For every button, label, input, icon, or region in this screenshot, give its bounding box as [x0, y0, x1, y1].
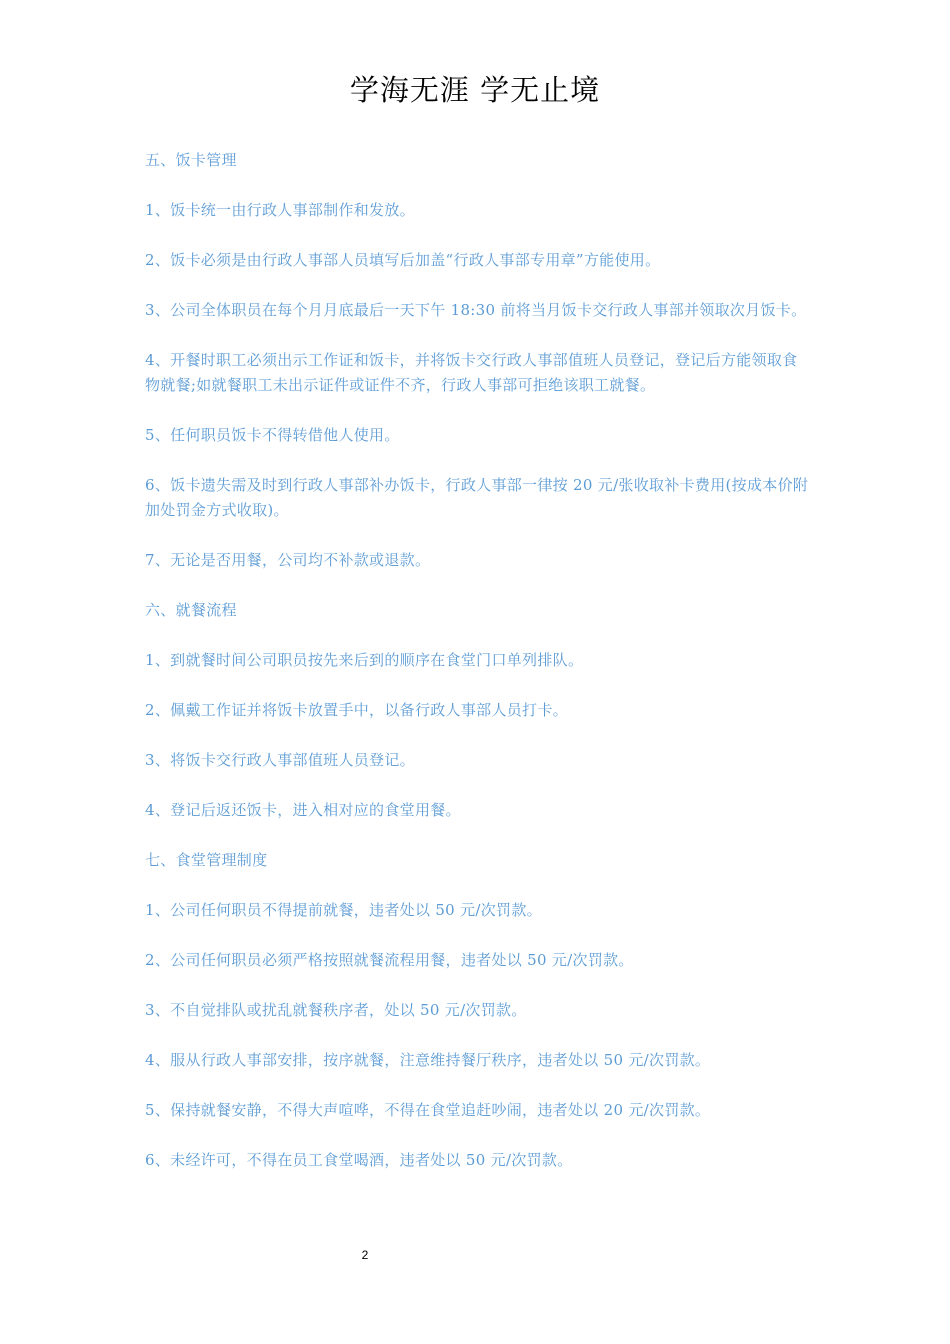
paragraph: 5、保持就餐安静，不得大声喧哗，不得在食堂追赶吵闹，违者处以 20 元/次罚款。	[145, 1101, 711, 1119]
section-heading-meal-card: 五、饭卡管理	[145, 151, 237, 169]
paragraph: 7、无论是否用餐，公司均不补款或退款。	[145, 551, 431, 569]
paragraph: 2、饭卡必须是由行政人事部人员填写后加盖“行政人事部专用章”方能使用。	[145, 251, 661, 269]
paragraph: 6、未经许可，不得在员工食堂喝酒，违者处以 50 元/次罚款。	[145, 1151, 573, 1169]
paragraph: 1、饭卡统一由行政人事部制作和发放。	[145, 201, 415, 219]
paragraph: 3、不自觉排队或扰乱就餐秩序者，处以 50 元/次罚款。	[145, 1001, 527, 1019]
paragraph: 4、开餐时职工必须出示工作证和饭卡，并将饭卡交行政人事部值班人员登记，登记后方能领取食物就餐;如就餐职工未出示证件或证件不齐，行政人事部可拒绝该职工就餐。	[145, 351, 798, 394]
paragraph: 4、登记后返还饭卡，进入相对应的食堂用餐。	[145, 801, 461, 819]
paragraph: 2、公司任何职员必须严格按照就餐流程用餐，违者处以 50 元/次罚款。	[145, 951, 634, 969]
paragraph: 1、到就餐时间公司职员按先来后到的顺序在食堂门口单列排队。	[145, 651, 584, 669]
paragraph: 3、将饭卡交行政人事部值班人员登记。	[145, 751, 415, 769]
paragraph: 5、任何职员饭卡不得转借他人使用。	[145, 426, 400, 444]
paragraph: 2、佩戴工作证并将饭卡放置手中，以备行政人事部人员打卡。	[145, 701, 568, 719]
page-header-title: 学海无涯 学无止境	[349, 73, 601, 107]
paragraph: 3、公司全体职员在每个月月底最后一天下午 18:30 前将当月饭卡交行政人事部并领取次月饭卡。	[145, 301, 807, 319]
page-number: 2	[361, 1248, 369, 1262]
document-body	[145, 148, 810, 1198]
section-heading-canteen-rules: 七、食堂管理制度	[145, 851, 268, 869]
paragraph: 1、公司任何职员不得提前就餐，违者处以 50 元/次罚款。	[145, 901, 542, 919]
paragraph: 6、饭卡遗失需及时到行政人事部补办饭卡，行政人事部一律按 20 元/张收取补卡费用(按成本价附加处罚金方式收取)。	[145, 476, 809, 519]
section-heading-dining-process: 六、就餐流程	[145, 601, 237, 619]
paragraph: 4、服从行政人事部安排，按序就餐，注意维持餐厅秩序，违者处以 50 元/次罚款。	[145, 1051, 711, 1069]
